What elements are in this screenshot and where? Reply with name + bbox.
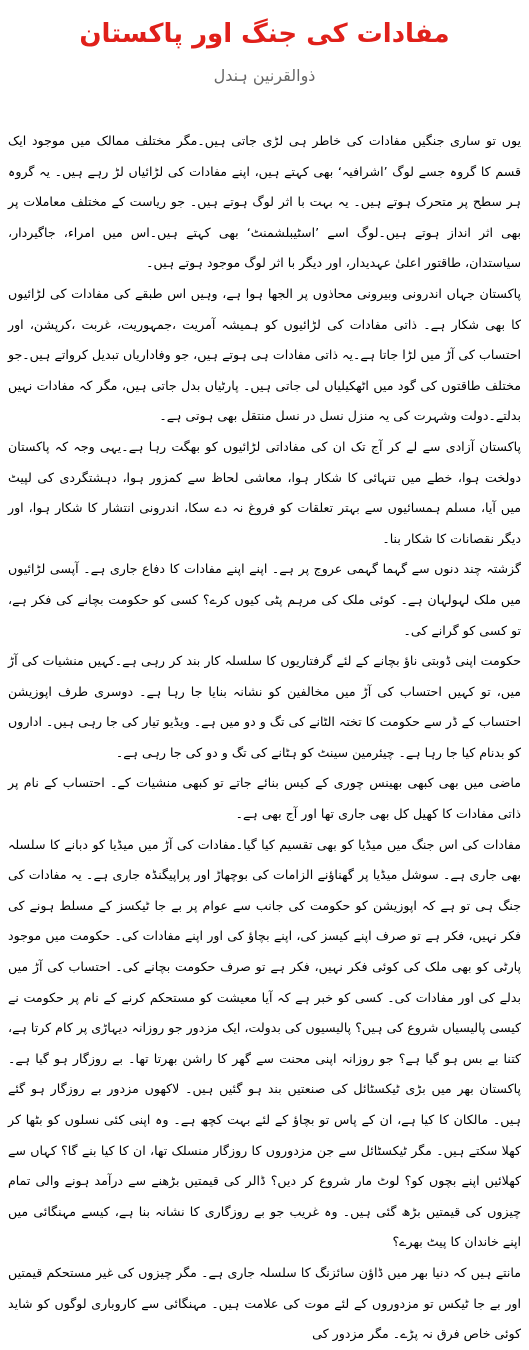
article-paragraph: مفادات کی اس جنگ میں میڈیا کو بھی تقسیم کیا گیا۔مفادات کی آڑ میں میڈیا کو دبانے کا سلسلہ بھی جاری ہے۔ سوشل میڈیا پر گھناؤنے الزامات کی بوچھاڑ اور پراپیگنڈہ جاری ہے۔ یہ مفادات کی جنگ ہی تو ہے کہ اپوزیشن کو حکومت کی جانب سے عوام پر بے جا ٹیکسز کے مسلط ہونے کی فکر نہیں، فکر ہے تو صرف اپنے کیسز کی، اپنے بچاؤ کی اور اپنے مفادات کی۔ حکومت میں موجود پارٹی کو بھی ملک کی کوئی فکر نہیں، فکر ہے تو صرف حکومت بچانے کی۔ احتساب کی آڑ میں بدلے کی اور مفادات کی۔ کسی کو خبر ہے کہ آیا معیشت کو مستحکم کرنے کے نام پر حکومت نے کیسی پالیسیاں شروع کی ہیں؟ پالیسیوں کی بدولت، ایک مزدور جو روزانہ دیہاڑی پر کام کرتا ہے، کتنا بے بس ہو گیا ہے؟ جو روزانہ اپنی محنت سے گھر کا راشن بھرتا تھا۔ بے روزگار ہو گیا ہے۔ پاکستان بھر میں بڑی ٹیکسٹائل کی صنعتیں بند ہو گئیں ہیں۔ لاکھوں مزدور بے روزگار ہو گئے ہیں۔ مالکان کا کیا ہے، ان کے پاس تو بچاؤ کے لئے بہت کچھ ہے۔ وہ اپنی کئی نسلوں کو بٹھا کر کھلا سکتے ہیں۔ مگر ٹیکسٹائل سے جن مزدوروں کا روزگار منسلک تھا، ان کا کیا بنے گا؟ کہاں سے کھلائیں اپنے بچوں کو؟ لوٹ مار شروع کر دیں؟ ڈالر کی قیمتیں بڑھنے سے درآمد ہونے والی تمام چیزوں کی قیمتیں بڑھ گئی ہیں۔ وہ غریب جو بے روزگاری کا نشانہ بنا ہے، کیسے مہنگائی میں اپنے خاندان کا پیٹ بھرے؟ [8, 836, 521, 1250]
article-paragraph: پاکستان آزادی سے لے کر آج تک ان کی مفاداتی لڑائیوں کو بھگت رہا ہے۔یہی وجہ کہ پاکستان دولخت ہوا، خطے میں تنہائی کا شکار ہوا، معاشی لحاظ سے کمزور ہوا، دہشتگردی کی لپیٹ میں آیا، مسلم ہمسائیوں سے بہتر تعلقات کو فروغ نہ دے سکا، اندرونی انتشار کا شکار ہوا، اور دیگر نقصانات کا شکار بنا۔ [8, 438, 521, 546]
article-body [8, 126, 521, 1350]
article-paragraph: مانتے ہیں کہ دنیا بھر میں ڈاؤن سائزنگ کا سلسلہ جاری ہے۔ مگر چیزوں کی غیر مستحکم قیمتیں اور بے جا ٹیکس تو مزدوروں کے لئے موت کی علامت ہیں۔ مہنگائی سے کاروباری لوگوں کو شاید کوئی خاص فرق نہ پڑے۔ مگر مزدور کی [8, 1264, 521, 1342]
article-title: مفادات کی جنگ اور پاکستان [79, 19, 450, 49]
article-paragraph: پاکستان جہاں اندرونی وبیرونی محاذوں پر الجھا ہوا ہے، وہیں اس طبقے کی مفادات کی لڑائیوں کا بھی شکار ہے۔ ذاتی مفادات کی لڑائیوں کو ہمیشہ آمریت ،جمہوریت، غربت ،کرپشن، اور احتساب کی آڑ میں لڑا جاتا ہے۔یہ ذاتی مفادات ہی ہوتے ہیں، جو وفاداریاں تبدیل کرواتے ہیں۔جو مختلف طاقتوں کی گود میں اٹھکیلیاں لی جاتی ہیں۔ پارٹیاں بدل جاتی ہیں، مگر کہ مفادات نہیں بدلتے۔دولت وشہرت کی یہ منزل نسل در نسل منتقل بھی ہوتی ہے۔ [8, 285, 521, 424]
article-paragraph: ماضی میں بھی کبھی بھینس چوری کے کیس بنائے جاتے تو کبھی منشیات کے۔ احتساب کے نام پر ذاتی مفادات کا کھیل کل بھی جاری تھا اور آج بھی ہے۔ [8, 775, 521, 822]
article-paragraph: حکومت اپنی ڈوبتی ناؤ بچانے کے لئے گرفتاریوں کا سلسلہ کار بند کر رہی ہے۔کہیں منشیات کی آڑ میں، تو کہیں احتساب کی آڑ میں مخالفین کو نشانہ بنایا جا رہا ہے۔ دوسری طرف اپوزیشن احتساب کے ڈر سے حکومت کا تختہ الٹانے کی تگ و دو میں ہے۔ ویڈیو تیار کی جا رہی ہیں۔ اداروں کو بدنام کیا جا رہا ہے۔ چیئرمین سینٹ کو ہٹانے کی تگ و دو کی جا رہی ہے۔ [8, 653, 521, 760]
article-author: ذوالقرنین ہندل [213, 66, 316, 85]
article-paragraph: گزشتہ چند دنوں سے گہما گہمی عروج پر ہے۔ اپنے اپنے مفادات کا دفاع جاری ہے۔ آپسی لڑائیوں میں ملک لہولہان ہے۔ کوئی ملک کی مرہم پٹی کیوں کرے؟ کسی کو حکومت بچانے کی فکر ہے، تو کسی کو گرانے کی۔ [8, 561, 521, 638]
article-paragraph: یوں تو ساری جنگیں مفادات کی خاطر ہی لڑی جاتی ہیں۔مگر مختلف ممالک میں موجود ایک قسم کا گروہ جسے لوگ ’اشرافیہ‘ بھی کہتے ہیں، اپنے مفادات کی لڑائیاں لڑ رہے ہیں۔ یہ گروہ ہر سطح پر متحرک ہوتے ہیں۔ یہ بہت با اثر لوگ ہوتے ہیں۔ جو ریاست کے مختلف معاملات پر بھی اثر انداز ہوتے ہیں۔لوگ اسے ’اسٹیبلشمنٹ‘ بھی کہتے ہیں۔اس میں امراء، جاگیردار، سیاستدان، طاقتور اعلیٰ عہدیدار، اور دیگر با اثر لوگ موجود ہوتے ہیں۔ [8, 133, 521, 271]
